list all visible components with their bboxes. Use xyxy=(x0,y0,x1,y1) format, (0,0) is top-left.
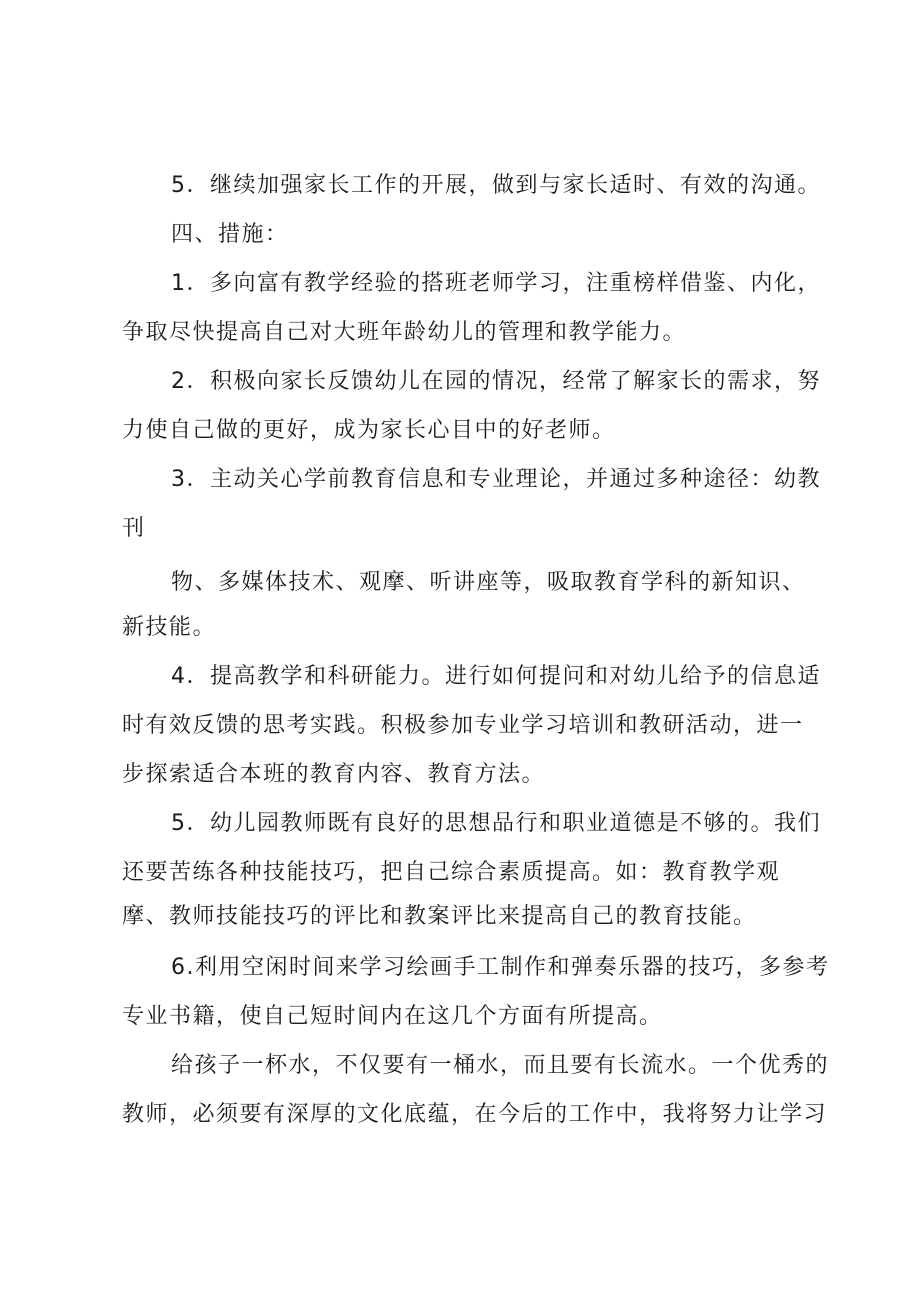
text-line: 4．提高教学和科研能力。进行如何提问和对幼儿给予的信息适 xyxy=(171,664,821,689)
text-line: 新技能。 xyxy=(122,615,217,640)
text-line: 时有效反馈的思考实践。积极参加专业学习培训和教研活动，进一 xyxy=(122,713,804,738)
text-line: 摩、教师技能技巧的评比和教案评比来提高自己的教育技能。 xyxy=(122,904,757,929)
text-line: 给孩子一杯水，不仅要有一桶水，而且要有长流水。一个优秀的 xyxy=(171,1053,830,1078)
text-line: 1．多向富有教学经验的搭班老师学习，注重榜样借鉴、内化， xyxy=(171,271,821,296)
text-line: 教师，必须要有深厚的文化底蕴，在今后的工作中，我将努力让学习 xyxy=(122,1102,828,1127)
text-line: 6.利用空闲时间来学习绘画手工制作和弹奏乐器的技巧，多参考 xyxy=(171,955,830,980)
text-line: 还要苦练各种技能技巧，把自己综合素质提高。如：教育教学观 xyxy=(122,860,781,885)
section-heading: 四、措施： xyxy=(171,222,289,247)
text-line: 专业书籍，使自己短时间内在这几个方面有所提高。 xyxy=(122,1004,663,1029)
text-line: 步探索适合本班的教育内容、教育方法。 xyxy=(122,762,546,787)
text-line: 5．幼儿园教师既有良好的思想品行和职业道德是不够的。我们 xyxy=(171,811,821,836)
text-line: 3．主动关心学前教育信息和专业理论，并通过多种途径：幼教 xyxy=(171,467,821,492)
text-line: 刊 xyxy=(122,516,146,541)
text-line: 物、多媒体技术、观摩、听讲座等，吸取教育学科的新知识、 xyxy=(171,570,806,595)
text-line: 力使自己做的更好，成为家长心目中的好老师。 xyxy=(122,418,616,443)
text-line: 2．积极向家长反馈幼儿在园的情况，经常了解家长的需求，努 xyxy=(171,369,821,394)
text-line: 争取尽快提高自己对大班年龄幼儿的管理和教学能力。 xyxy=(122,320,687,345)
text-line: 5．继续加强家长工作的开展，做到与家长适时、有效的沟通。 xyxy=(171,173,821,198)
